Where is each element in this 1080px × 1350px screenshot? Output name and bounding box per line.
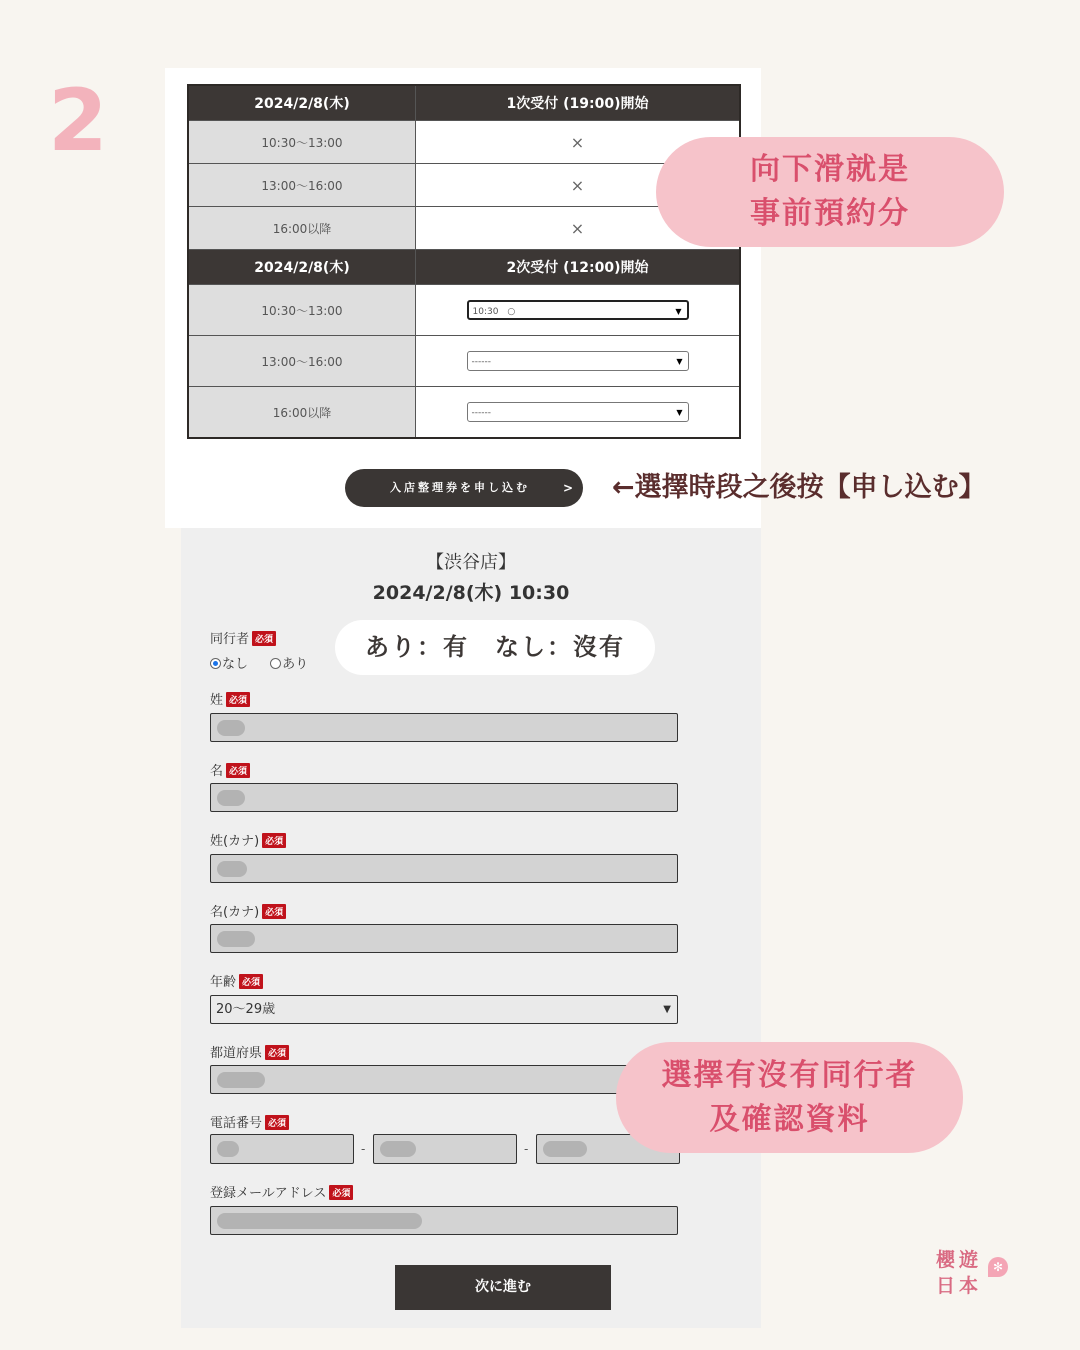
prefecture-label: 都道府県 必須 — [210, 1042, 289, 1061]
blurred-value — [217, 931, 255, 947]
phone-separator: - — [361, 1142, 366, 1156]
required-badge: 必須 — [329, 1185, 353, 1200]
companion-label: 同行者 必須 — [210, 628, 276, 647]
unavailable-mark: × — [416, 164, 741, 207]
chevron-down-icon: ▼ — [676, 408, 683, 417]
callout-line: 向下滑就是 — [750, 152, 910, 187]
required-badge: 必須 — [226, 692, 250, 707]
slot-select[interactable] — [467, 300, 689, 320]
last-kana-label: 姓(カナ) 必須 — [210, 830, 286, 849]
last-name-input[interactable] — [210, 713, 678, 742]
blurred-value — [543, 1141, 587, 1157]
phone-input-1[interactable] — [210, 1134, 354, 1164]
slot-cell — [416, 285, 741, 336]
companion-radio-group — [210, 653, 308, 672]
time-slot: 10:30～13:00 — [188, 285, 416, 336]
companion-callout: あり：有 なし：沒有 — [335, 620, 655, 675]
blurred-value — [217, 720, 245, 736]
first-kana-input[interactable] — [210, 924, 678, 953]
sakura-icon: ✻ — [988, 1257, 1008, 1277]
required-badge: 必須 — [262, 904, 286, 919]
blurred-value — [380, 1141, 416, 1157]
slot-select[interactable] — [467, 402, 689, 422]
time-slot: 16:00以降 — [188, 387, 416, 439]
phone-input-2[interactable] — [373, 1134, 517, 1164]
blurred-value — [217, 790, 245, 806]
round1-date: 2024/2/8(木) — [188, 85, 416, 121]
age-select[interactable] — [210, 995, 678, 1024]
apply-callout: ←選擇時段之後按【申し込む】 — [612, 472, 986, 503]
required-badge: 必須 — [262, 833, 286, 848]
time-slot: 16:00以降 — [188, 207, 416, 250]
first-name-input[interactable] — [210, 783, 678, 812]
last-name-label: 姓 必須 — [210, 689, 250, 708]
apply-button-label: 入店整理券を申し込む — [390, 481, 530, 494]
round2-header — [188, 250, 740, 285]
table-row — [188, 285, 740, 336]
blurred-value — [217, 1213, 422, 1229]
age-label: 年齢 必須 — [210, 971, 263, 990]
radio-icon — [270, 658, 281, 669]
unavailable-mark: × — [416, 207, 741, 250]
table-row — [188, 387, 740, 439]
chevron-down-icon: ▼ — [676, 357, 683, 366]
round2-title: 2次受付 (12:00)開始 — [416, 250, 741, 285]
required-badge: 必須 — [226, 763, 250, 778]
required-badge: 必須 — [239, 974, 263, 989]
step-number: 2 — [48, 71, 108, 171]
age-select-value: 20～29歳 — [216, 1002, 276, 1017]
confirm-callout — [616, 1042, 963, 1153]
time-slot: 13:00～16:00 — [188, 336, 416, 387]
apply-ticket-button[interactable] — [345, 469, 583, 507]
required-badge: 必須 — [265, 1115, 289, 1130]
round1-title: 1次受付 (19:00)開始 — [416, 85, 741, 121]
callout-line: 事前預約分 — [750, 196, 910, 231]
callout-line: 及確認資料 — [709, 1102, 870, 1137]
chevron-down-icon: ▼ — [675, 307, 682, 316]
reservation-datetime: 2024/2/8(木) 10:30 — [372, 582, 570, 604]
schedule-table — [187, 84, 741, 439]
logo-line: 櫻遊 — [936, 1249, 983, 1271]
shop-name: 【渋谷店】 — [426, 552, 516, 573]
callout-line: 選擇有沒有同行者 — [661, 1058, 918, 1093]
slot-cell — [416, 336, 741, 387]
chevron-right-icon: > — [562, 481, 573, 495]
unavailable-mark: × — [416, 121, 741, 164]
blurred-value — [217, 1141, 239, 1157]
required-badge: 必須 — [252, 631, 276, 646]
phone-label: 電話番号 必須 — [210, 1112, 289, 1131]
chevron-down-icon: ▼ — [663, 1004, 671, 1015]
schedule-panel — [165, 68, 761, 528]
blurred-value — [217, 1072, 265, 1088]
companion-radio-none[interactable]: なし — [210, 657, 248, 672]
blurred-value — [217, 861, 247, 877]
prefecture-select[interactable] — [210, 1065, 678, 1094]
time-slot: 10:30～13:00 — [188, 121, 416, 164]
round1-header — [188, 85, 740, 121]
radio-icon — [210, 658, 221, 669]
companion-radio-yes[interactable]: あり — [270, 657, 308, 672]
logo-line: 日本 — [936, 1275, 983, 1297]
slot-select-value: ------ — [471, 408, 491, 418]
slot-select[interactable] — [467, 351, 689, 371]
slot-select-value: ------ — [471, 357, 491, 367]
phone-separator: - — [524, 1142, 529, 1156]
email-label: 登録メールアドレス 必須 — [210, 1182, 353, 1201]
round2-date: 2024/2/8(木) — [188, 250, 416, 285]
time-slot: 13:00～16:00 — [188, 164, 416, 207]
slot-cell — [416, 387, 741, 439]
next-button[interactable]: 次に進む — [395, 1265, 611, 1310]
table-row — [188, 336, 740, 387]
last-kana-input[interactable] — [210, 854, 678, 883]
required-badge: 必須 — [265, 1045, 289, 1060]
brand-logo — [936, 1247, 1016, 1302]
email-input[interactable] — [210, 1206, 678, 1235]
first-name-label: 名 必須 — [210, 760, 250, 779]
slot-select-value: 10:30 ○ — [472, 307, 516, 317]
first-kana-label: 名(カナ) 必須 — [210, 901, 286, 920]
scroll-callout — [656, 137, 1004, 247]
